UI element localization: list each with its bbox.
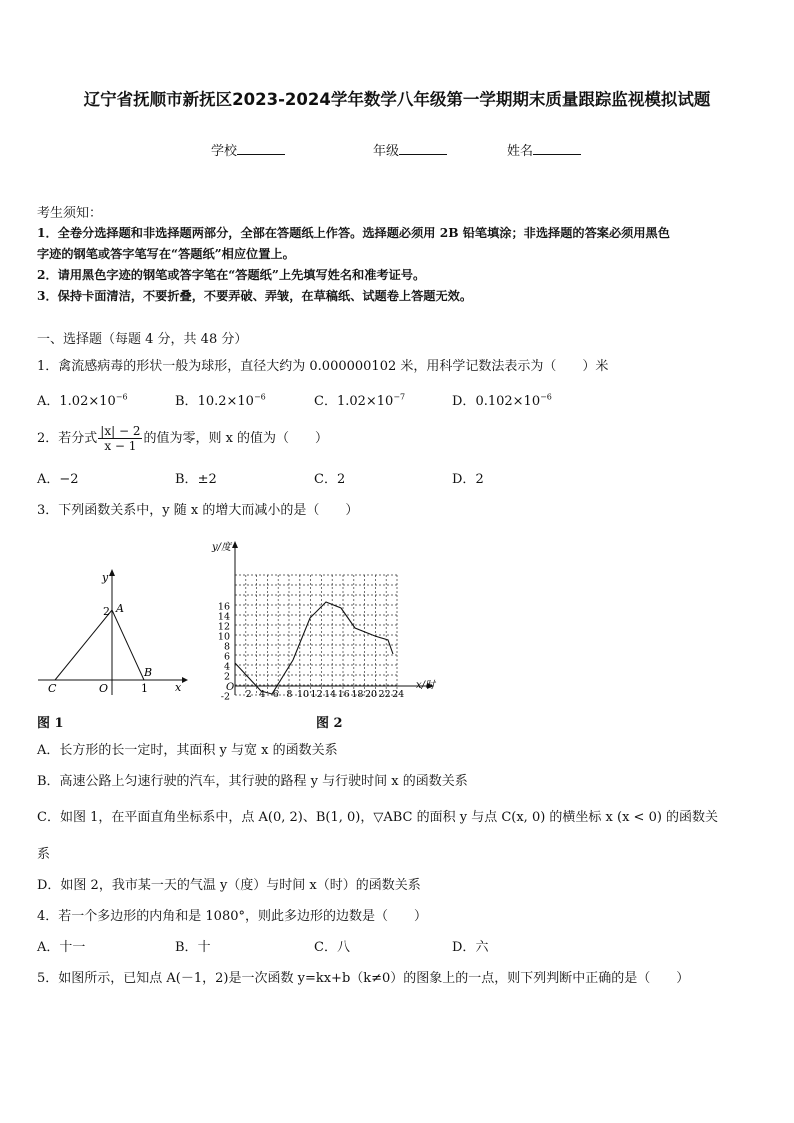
notice-line-1b: 字迹的钢笔或答字笔写在“答题纸”相应位置上。 bbox=[37, 247, 295, 261]
fig2-y-tick-label: 14 bbox=[217, 611, 230, 623]
q2-b-text: ±2 bbox=[197, 472, 217, 487]
q2-c-text: 2 bbox=[336, 472, 346, 487]
q2-a-text: −2 bbox=[59, 472, 79, 487]
q2-option-a[interactable]: A．−2 bbox=[37, 472, 79, 487]
q4-option-a[interactable]: A．十一 bbox=[37, 940, 86, 955]
q3-option-d[interactable]: D．如图 2，我市某一天的气温 y（度）与时间 x（时）的函数关系 bbox=[37, 878, 421, 893]
q2-pre: 2．若分式 bbox=[37, 431, 98, 446]
fig2-y-tick-label: 12 bbox=[217, 621, 230, 633]
q2-d-text: 2 bbox=[475, 472, 484, 487]
q3-option-b[interactable]: B．高速公路上匀速行驶的汽车，其行驶的路程 y 与行驶时间 x 的函数关系 bbox=[37, 774, 468, 789]
q4-c-text: 八 bbox=[336, 940, 350, 955]
q1-a-base: 1.02×10 bbox=[59, 394, 116, 409]
grade-label: 年级 bbox=[373, 144, 400, 159]
q4-option-b[interactable]: B．十 bbox=[175, 940, 211, 955]
grade-blank[interactable] bbox=[399, 142, 447, 155]
q4-a-text: 十一 bbox=[59, 940, 86, 955]
fig1-segment-ca bbox=[55, 610, 112, 680]
fig1-tick-2: 2 bbox=[103, 605, 110, 618]
fig2-x-tick-label: 12 bbox=[310, 689, 323, 700]
q2-denominator: x − 1 bbox=[104, 439, 137, 453]
fig2-y-tick-label: 16 bbox=[217, 601, 230, 613]
q2-fraction bbox=[98, 424, 142, 453]
section-heading: 一、选择题（每题 4 分，共 48 分） bbox=[37, 332, 248, 347]
q2-option-b[interactable]: B．±2 bbox=[175, 472, 217, 487]
fig2-x-label: x/时 bbox=[416, 680, 436, 691]
notice-line-1a: 1．全卷分选择题和非选择题两部分，全部在答题纸上作答。选择题必须用 2B 铅笔填涂；非选择题的答案必须用黑色 bbox=[37, 226, 670, 240]
page-title: 辽宁省抚顺市新抚区2023-2024学年数学八年级第一学期期末质量跟踪监视模拟试题 bbox=[83, 90, 711, 109]
fig1-segment-ab bbox=[112, 610, 144, 680]
q1-option-a[interactable]: A．$1.02\times 10^{-6}$ bbox=[37, 392, 128, 409]
q4-b-text: 十 bbox=[197, 940, 211, 955]
fig1-y-arrow bbox=[109, 569, 115, 576]
fig2-x-tick-label: 24 bbox=[392, 689, 405, 700]
q2-post: 的值为零，则 x 的值为（ ） bbox=[143, 431, 329, 446]
fig2-temperature-curve bbox=[235, 602, 393, 694]
q1-c-base: 1.02×10 bbox=[336, 394, 394, 409]
fig2-x-tick-label: 18 bbox=[351, 689, 364, 700]
fig1-origin: O bbox=[99, 682, 109, 695]
q1-d-base: 0.102×10 bbox=[475, 394, 541, 409]
q1-option-b[interactable]: B．$10.2\times 10^{-6}$ bbox=[175, 392, 266, 409]
q2-numerator: |x| − 2 bbox=[100, 424, 141, 438]
fig2-x-tick-label: 10 bbox=[296, 689, 310, 700]
fig1-x-label: x bbox=[175, 681, 182, 694]
fig2-y-tick-label: 6 bbox=[223, 651, 230, 663]
fig2-origin: O bbox=[226, 682, 235, 693]
q1-stem: 1．禽流感病毒的形状一般为球形，直径大约为 0.000000102 米，用科学记数法表示为（ ）米 bbox=[37, 359, 609, 374]
grade-field[interactable] bbox=[373, 140, 447, 159]
figure-1-graph bbox=[30, 560, 200, 705]
fig2-x-tick-label: 6 bbox=[272, 689, 279, 700]
q1-a-exp: −6 bbox=[115, 392, 128, 402]
fig2-y-tick-label: -2 bbox=[220, 691, 230, 703]
name-field[interactable] bbox=[507, 140, 581, 159]
fig2-y-tick-label: 10 bbox=[217, 631, 230, 643]
fig2-x-tick-label: 2 bbox=[245, 689, 252, 700]
fig2-x-tick-label: 4 bbox=[259, 689, 266, 700]
q3-stem: 3．下列函数关系中，y 随 x 的增大而减小的是（ ） bbox=[37, 503, 359, 518]
figure-1-label: 图 1 bbox=[37, 716, 64, 731]
fig1-point-b: B bbox=[144, 666, 153, 679]
fig2-x-tick-label: 22 bbox=[378, 689, 391, 700]
q1-c-exp: −7 bbox=[393, 392, 406, 402]
q2-option-d[interactable]: D．2 bbox=[452, 472, 484, 487]
q3-option-c-cont: 系 bbox=[37, 847, 51, 862]
q4-stem: 4．若一个多边形的内角和是 1080°，则此多边形的边数是（ ） bbox=[37, 909, 427, 924]
fig2-y-arrow bbox=[232, 541, 238, 548]
q2-stem bbox=[37, 424, 328, 453]
school-field[interactable] bbox=[211, 140, 285, 159]
q4-d-text: 六 bbox=[475, 940, 489, 955]
school-blank[interactable] bbox=[237, 142, 285, 155]
q1-b-exp: −6 bbox=[253, 392, 266, 402]
figure-2-temperature-graph bbox=[205, 536, 450, 708]
q2-option-c[interactable]: C．2 bbox=[314, 472, 346, 487]
fig2-y-tick-label: 4 bbox=[223, 661, 230, 673]
q3-option-a[interactable]: A．长方形的长一定时，其面积 y 与宽 x 的函数关系 bbox=[37, 743, 338, 758]
q4-option-c[interactable]: C．八 bbox=[314, 940, 350, 955]
fig2-y-tick-label: 8 bbox=[223, 641, 230, 653]
fig2-y-tick-label: 2 bbox=[223, 671, 230, 683]
notice-line-3: 3．保持卡面清洁，不要折叠，不要弄破、弄皱，在草稿纸、试题卷上答题无效。 bbox=[37, 289, 473, 303]
fig1-tick-1: 1 bbox=[141, 682, 148, 695]
q5-stem: 5．如图所示，已知点 A(－1，2)是一次函数 y=kx+b（k≠0）的图象上的一点，则下列判断中正确的是（ ） bbox=[37, 971, 690, 986]
q1-b-base: 10.2×10 bbox=[197, 394, 254, 409]
fig1-point-c: C bbox=[48, 682, 57, 695]
fig2-x-tick-label: 14 bbox=[324, 689, 337, 700]
fig1-y-label: y bbox=[102, 571, 109, 584]
fig1-x-arrow bbox=[182, 677, 188, 683]
q3-option-c[interactable]: C．如图 1，在平面直角坐标系中，点 A(0, 2)、B(1, 0)，▽ABC 的面积 y 与点 C(x, 0) 的横坐标 x (x < 0) 的函数关 bbox=[37, 810, 719, 825]
name-label: 姓名 bbox=[507, 144, 534, 159]
fig2-x-tick-label: 16 bbox=[337, 689, 350, 700]
notice-line-2: 2．请用黑色字迹的钢笔或答字笔在“答题纸”上先填写姓名和准考证号。 bbox=[37, 268, 426, 282]
fig2-y-label: y/度 bbox=[212, 542, 232, 553]
fig2-x-tick-label: 20 bbox=[364, 689, 378, 700]
figure-2-label: 图 2 bbox=[316, 716, 343, 731]
fig1-point-a: A bbox=[116, 602, 124, 615]
q1-option-d[interactable]: D．$0.102\times 10^{-6}$ bbox=[452, 392, 552, 409]
notice-heading: 考生须知： bbox=[37, 206, 103, 221]
fig2-x-tick-label: 8 bbox=[286, 689, 293, 700]
q1-option-c[interactable]: C．$1.02\times 10^{-7}$ bbox=[314, 392, 406, 409]
name-blank[interactable] bbox=[533, 142, 581, 155]
q1-d-exp: −6 bbox=[540, 392, 552, 402]
q4-option-d[interactable]: D．六 bbox=[452, 940, 489, 955]
school-label: 学校 bbox=[211, 144, 238, 159]
fig2-x-ticks bbox=[246, 689, 405, 700]
